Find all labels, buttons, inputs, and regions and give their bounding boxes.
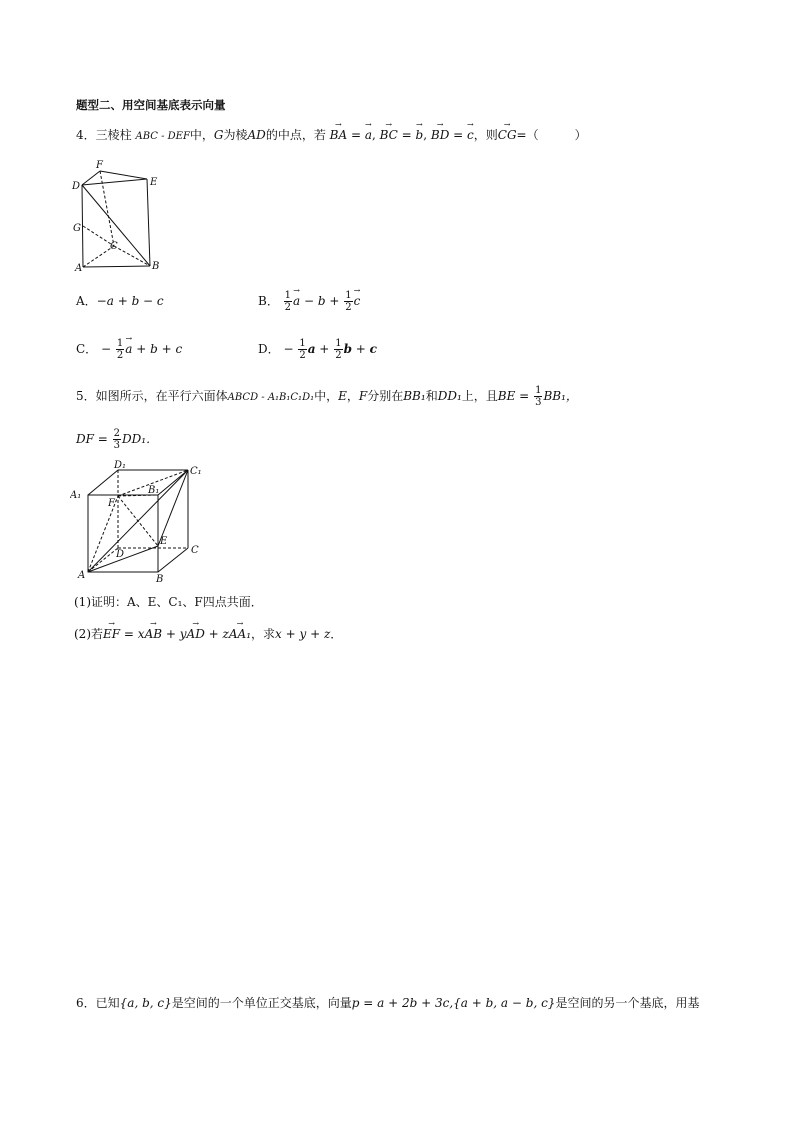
vector-BA: → BA: [330, 126, 347, 144]
parallelepiped-figure: [70, 460, 210, 584]
vertex-C1-label: C₁: [190, 466, 202, 477]
vertex-E-label: E: [150, 177, 158, 188]
vertex-B1-label: B₁: [148, 485, 160, 496]
vector-AD: → AD: [187, 625, 205, 643]
vector-BD: → BD: [431, 126, 449, 144]
vertex-A-label: A: [78, 570, 86, 581]
vector-EF: → EF: [103, 625, 120, 643]
question-5-part-1: (1)证明：A、E、C₁、F四点共面．: [74, 595, 263, 609]
vertex-G-label: G: [73, 223, 81, 234]
vertex-D-label: D: [72, 181, 81, 192]
vertex-A1-label: A₁: [70, 490, 82, 501]
vector-AB: → AB: [145, 625, 162, 643]
prism-figure: [70, 156, 170, 278]
question-5-df: DF = $\frac{2}{3}$ DD₁．: [76, 428, 159, 451]
question-number: 4．: [76, 128, 96, 142]
question-5-part-2: (2)若→ EF = x→ AB + y→ AD + z→ AA₁，求x + y + z．: [74, 625, 342, 643]
question-5-stem: 5．如图所示，在平行六面体ABCD - A₁B₁C₁D₁中，E，F分别在BB₁和DD₁上，且BE = $\frac{1}{3}$ BB₁，: [76, 385, 578, 408]
question-4-stem: 4．三棱柱 ABC - DEF中，G为棱AD的中点，若 → BA = → a, → BC = → b, → BD = → c，则→ CG=（ ）: [76, 126, 587, 146]
vertex-F-label: F: [96, 160, 103, 171]
option-D[interactable]: D． − $\frac{1}{2}$ a + $\frac{1}{2}$ b + c: [258, 338, 377, 361]
option-A[interactable]: A．−a + b − c: [76, 294, 164, 308]
vertex-C-label: C: [110, 241, 118, 252]
section-title: 题型二、用空间基底表示向量: [76, 98, 226, 112]
vector-CG: → CG: [498, 126, 517, 144]
option-B[interactable]: B． $\frac{1}{2}$ → a − b + $\frac{1}{2}$ → c: [258, 290, 360, 313]
vector-BC: → BC: [380, 126, 398, 144]
question-number: 6．: [76, 996, 96, 1010]
vertex-A-label: A: [75, 263, 83, 274]
option-C[interactable]: C． − $\frac{1}{2}$ → a + b + c: [76, 338, 182, 361]
question-6-stem: 6．已知{a, b, c}是空间的一个单位正交基底，向量p = a + 2b + 3c,{a + b, a − b, c}是空间的另一个基底，用基: [76, 996, 700, 1010]
vertex-D-label: D: [116, 549, 125, 560]
question-number: 5．: [76, 389, 96, 403]
point-F-label: F: [108, 498, 115, 509]
vertex-D1-label: D₁: [114, 460, 127, 471]
vector-AA1: → AA₁: [229, 625, 251, 643]
point-E-label: E: [160, 536, 168, 547]
vertex-B-label: B: [156, 574, 164, 584]
vertex-B-label: B: [152, 261, 160, 272]
vertex-C-label: C: [191, 545, 199, 556]
